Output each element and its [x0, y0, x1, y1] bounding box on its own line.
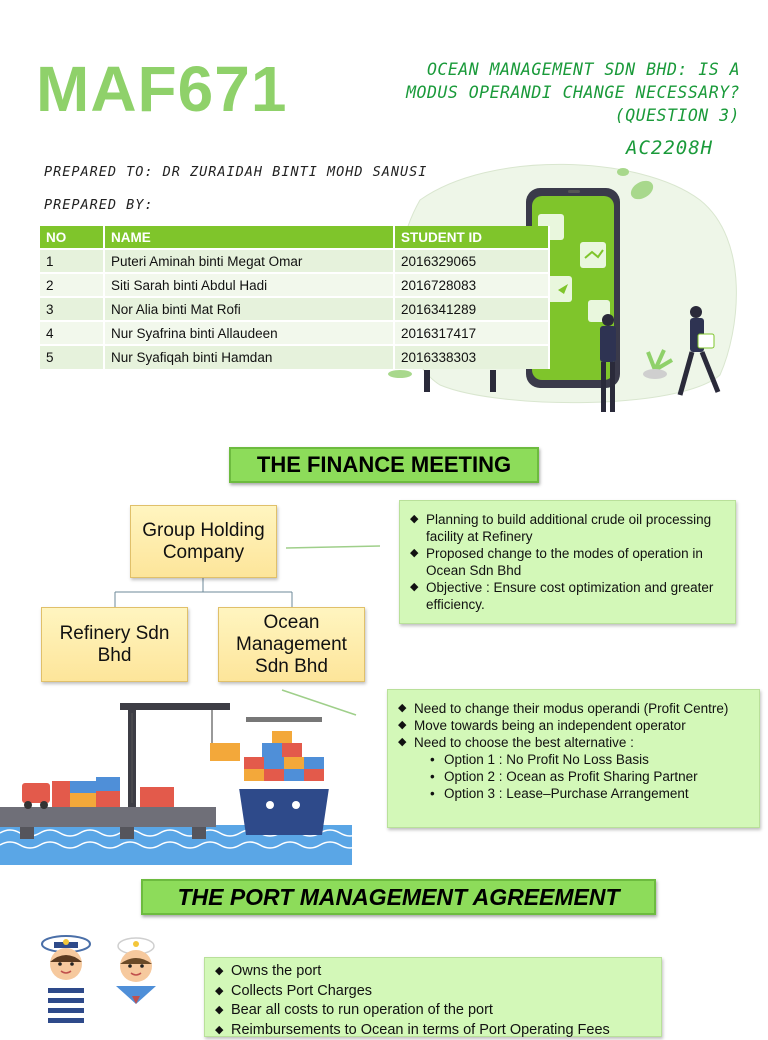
bullet-text: Move towards being an independent operator: [414, 718, 686, 733]
bullet-text: Collects Port Charges: [231, 983, 372, 999]
column-header-name: NAME: [104, 226, 394, 249]
org-label: Bhd: [60, 645, 170, 667]
bullet-text: Need to choose the best alternative :: [414, 735, 634, 750]
org-box-refinery: [41, 607, 188, 682]
cell-no: 1: [40, 249, 104, 273]
group-code: AC2208H: [626, 137, 713, 159]
prepared-to: PREPARED TO: DR ZURAIDAH BINTI MOHD SANUSI: [44, 164, 427, 180]
org-label: Group Holding: [142, 520, 265, 542]
cell-no: 3: [40, 297, 104, 321]
diamond-bullet-icon: ◆: [215, 962, 223, 982]
list-item: [392, 717, 753, 734]
list-item: [209, 982, 655, 1002]
diamond-bullet-icon: ◆: [410, 545, 418, 562]
cell-student-id: 2016329065: [394, 249, 549, 273]
list-item: [209, 962, 655, 982]
port-management-heading: THE PORT MANAGEMENT AGREEMENT: [141, 879, 656, 915]
title-line: MODUS OPERANDI CHANGE NECESSARY?: [330, 81, 740, 104]
dot-bullet-icon: •: [430, 751, 435, 768]
list-item: [392, 751, 753, 768]
cell-no: 2: [40, 273, 104, 297]
diamond-bullet-icon: ◆: [398, 734, 406, 751]
cell-name: Puteri Aminah binti Megat Omar: [104, 249, 394, 273]
cell-name: Nur Syafiqah binti Hamdan: [104, 345, 394, 369]
prepared-by: PREPARED BY:: [44, 197, 154, 213]
list-item: [404, 545, 729, 579]
column-header-student-id: STUDENT ID: [394, 226, 549, 249]
cell-student-id: 2016338303: [394, 345, 549, 369]
cell-student-id: 2016317417: [394, 321, 549, 345]
sailors-illustration: [36, 932, 176, 1024]
bullet-text: Planning to build additional crude oil processing facility at Refinery: [426, 512, 711, 544]
list-item: [392, 700, 753, 717]
cell-name: Nur Syafrina binti Allaudeen: [104, 321, 394, 345]
org-label: Sdn Bhd: [236, 656, 347, 678]
cell-no: 5: [40, 345, 104, 369]
dot-bullet-icon: •: [430, 785, 435, 802]
title-line: OCEAN MANAGEMENT SDN BHD: IS A: [330, 58, 740, 81]
modus-operandi-info-box: [387, 689, 760, 828]
cell-student-id: 2016341289: [394, 297, 549, 321]
course-code: MAF671: [36, 52, 287, 126]
org-label: Management: [236, 634, 347, 656]
list-item: [392, 734, 753, 751]
option-text: Option 3 : Lease–Purchase Arrangement: [444, 786, 689, 801]
org-box-ocean-management: [218, 607, 365, 682]
org-label: Ocean: [236, 612, 347, 634]
diamond-bullet-icon: ◆: [398, 700, 406, 717]
list-item: [209, 1001, 655, 1021]
bullet-text: Owns the port: [231, 963, 321, 979]
cell-name: Siti Sarah binti Abdul Hadi: [104, 273, 394, 297]
option-text: Option 1 : No Profit No Loss Basis: [444, 752, 649, 767]
title-line: (QUESTION 3): [330, 104, 740, 127]
dot-bullet-icon: •: [430, 768, 435, 785]
list-item: [392, 785, 753, 802]
bullet-text: Proposed change to the modes of operation in Ocean Sdn Bhd: [426, 546, 703, 578]
bullet-text: Bear all costs to run operation of the port: [231, 1002, 493, 1018]
column-header-no: NO: [40, 226, 104, 249]
diamond-bullet-icon: ◆: [398, 717, 406, 734]
list-item: [209, 1021, 655, 1040]
org-box-group-holding: [130, 505, 277, 578]
org-label: Refinery Sdn: [60, 623, 170, 645]
cell-name: Nor Alia binti Mat Rofi: [104, 297, 394, 321]
list-item: [404, 511, 729, 545]
finance-meeting-heading: THE FINANCE MEETING: [229, 447, 539, 483]
bullet-text: Objective : Ensure cost optimization and greater efficiency.: [426, 580, 713, 612]
list-item: [404, 579, 729, 613]
org-label: Company: [142, 542, 265, 564]
diamond-bullet-icon: ◆: [410, 511, 418, 528]
cell-no: 4: [40, 321, 104, 345]
cell-student-id: 2016728083: [394, 273, 549, 297]
bullet-text: Reimbursements to Ocean in terms of Port Operating Fees: [231, 1022, 610, 1038]
list-item: [392, 768, 753, 785]
bullet-text: Need to change their modus operandi (Profit Centre): [414, 701, 728, 716]
port-agreement-info-box: [204, 957, 662, 1037]
port-ship-illustration: [0, 683, 355, 865]
diamond-bullet-icon: ◆: [215, 982, 223, 1002]
option-text: Option 2 : Ocean as Profit Sharing Partner: [444, 769, 698, 784]
finance-info-box: [399, 500, 736, 624]
diamond-bullet-icon: ◆: [215, 1021, 223, 1040]
diamond-bullet-icon: ◆: [215, 1001, 223, 1021]
diamond-bullet-icon: ◆: [410, 579, 418, 596]
